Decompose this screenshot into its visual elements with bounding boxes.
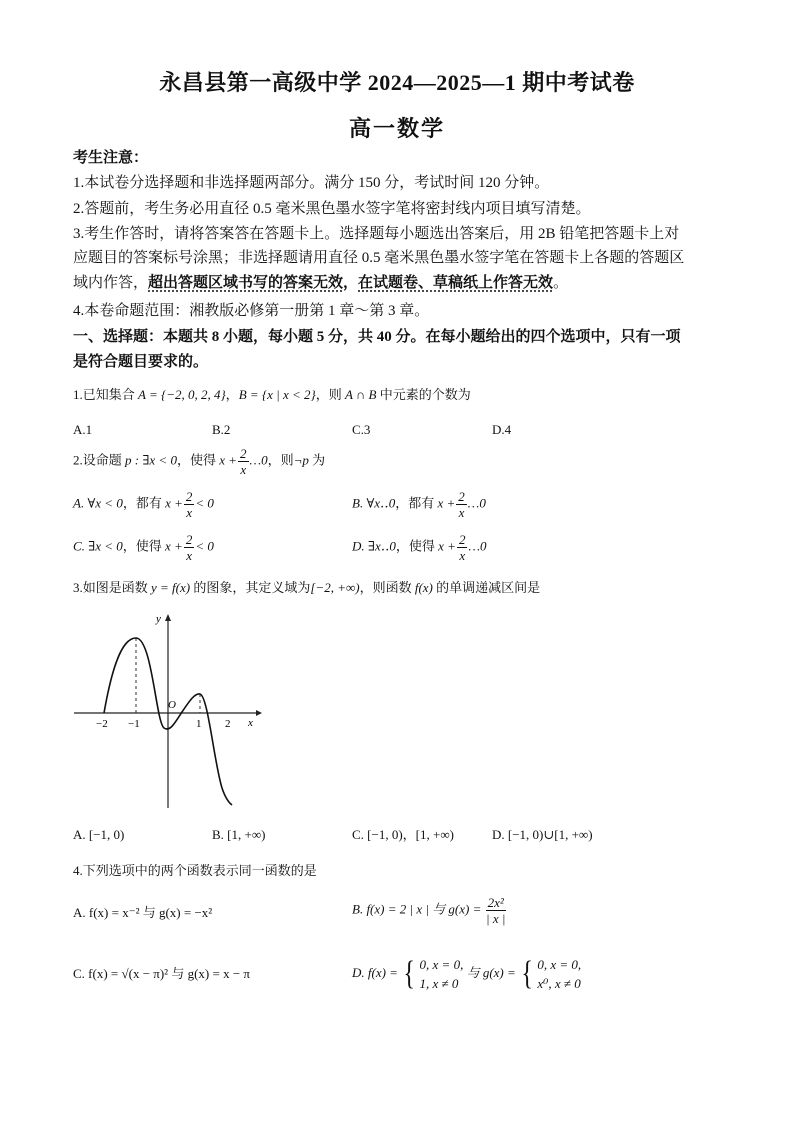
q1-option-d[interactable]: D.4: [492, 422, 512, 437]
q2-stem-pre: 2.设命题: [73, 452, 126, 468]
q1-option-c[interactable]: C.3: [352, 422, 371, 437]
q2-proposition: p : ∃x < 0: [125, 452, 177, 468]
q1-set-b: B = {x | x < 2}: [238, 387, 316, 402]
q4-d-g-case-1: 0, x = 0,: [537, 957, 582, 972]
q1-intersection: A ∩ B: [344, 387, 377, 402]
q1-set-a: A = {−2, 0, 2, 4}: [138, 387, 226, 402]
q2-a-x-plus: x +: [165, 495, 183, 511]
q2-c-quantifier: C. ∃x < 0: [73, 538, 123, 554]
graph-origin-label: O: [168, 699, 176, 711]
notice-3c-emphasis-2: 在试题卷、草稿纸上作答无效: [358, 275, 554, 291]
graph-tick-1: 1: [196, 718, 202, 730]
exam-subtitle: 高一数学: [348, 116, 445, 141]
q3-fx: f(x): [414, 580, 433, 595]
q4-d-g-brace-icon: {: [521, 955, 533, 992]
q3-function-graph: [70, 612, 262, 808]
q2-b-quantifier: B. ∀x‥0: [352, 495, 396, 511]
q2-b-relation: …0: [467, 495, 486, 511]
q2-b-x-plus: x +: [437, 495, 456, 511]
section-1-heading-line2: 是符合题目要求的。: [73, 354, 209, 370]
q4-b-text: B. f(x) = 2 | x | 与 g(x) =: [352, 901, 485, 917]
q2-d-frac-num: 2: [458, 532, 466, 547]
notice-3c-pre: 域内作答，: [73, 275, 149, 291]
q1-option-b[interactable]: B.2: [212, 422, 231, 437]
q3-domain: [−2, +∞): [310, 580, 360, 595]
q4-b-frac-num: 2x²: [487, 895, 504, 910]
q3-option-d[interactable]: D. [−1, 0)∪[1, +∞): [492, 827, 593, 842]
graph-tick-2: 2: [225, 718, 231, 730]
q4-d-f-case-1: 0, x = 0,: [419, 957, 464, 972]
q2-fraction: [238, 446, 249, 477]
q2-a-relation: < 0: [195, 495, 214, 511]
q2-c-frac-den: x: [186, 548, 192, 563]
graph-y-label: y: [156, 613, 161, 625]
q2-not-p: ¬p: [293, 452, 309, 468]
notice-3b: 应题目的答案标号涂黑；非选择题请用直径 0.5 毫米黑色墨水签字笔在答题卡上各题的答题区: [73, 250, 685, 266]
q4-option-b[interactable]: [352, 895, 507, 926]
q2-b-frac-num: 2: [458, 489, 465, 504]
notice-1: 1.本试卷分选择题和非选择题两部分。满分 150 分，考试时间 120 分钟。: [73, 175, 550, 191]
q1-sep: ，: [225, 387, 239, 402]
question-4-stem: 4.下列选项中的两个函数表示同一函数的是: [73, 863, 317, 878]
notice-3c-mid: ，: [343, 275, 359, 291]
q2-d-x-plus: x +: [438, 538, 456, 554]
q4-option-c[interactable]: C. f(x) = √(x − π)² 与 g(x) = x − π: [73, 966, 250, 981]
q1-option-a[interactable]: A.1: [73, 422, 93, 437]
q2-a-frac-den: x: [186, 505, 193, 520]
notice-heading: 考生注意：: [73, 150, 149, 166]
q2-option-d[interactable]: [352, 532, 487, 563]
q2-b-frac-den: x: [458, 505, 465, 520]
q3-option-b[interactable]: B. [1, +∞): [212, 827, 266, 842]
q4-d-f-brace-icon: {: [403, 955, 416, 992]
q2-c-x-plus: x +: [165, 538, 183, 554]
q3-stem-mid: 的图象，其定义域为: [190, 580, 311, 595]
q2-option-b[interactable]: [352, 489, 486, 520]
q2-stem-mid: ，使得: [176, 452, 220, 468]
notice-3c-emphasis-1: 超出答题区域书写的答案无效: [148, 275, 344, 291]
graph-tick-neg1: −1: [128, 718, 140, 730]
q2-d-frac-den: x: [459, 548, 466, 563]
q4-d-g-cases: [537, 955, 581, 993]
q4-b-fraction: [486, 895, 506, 926]
section-1-heading-line1: 一、选择题：本题共 8 小题，每小题 5 分，共 40 分。在每小题给出的四个选项中，只有一项: [73, 329, 681, 345]
q4-d-f-case-2: 1, x ≠ 0: [419, 976, 459, 991]
q3-option-c[interactable]: C. [−1, 0)，[1, +∞): [352, 827, 454, 842]
q2-d-relation: …0: [468, 538, 487, 554]
q2-option-a[interactable]: [73, 489, 214, 520]
question-2-stem: [73, 446, 325, 477]
q2-frac-num: 2: [240, 446, 247, 461]
q2-stem-post: ，则: [267, 452, 294, 468]
q2-option-c[interactable]: [73, 532, 214, 563]
q2-a-frac-num: 2: [185, 489, 193, 504]
q3-stem-pre: 3.如图是函数: [73, 580, 152, 595]
q2-a-quantifier: A. ∀x < 0: [73, 495, 123, 511]
notice-2: 2.答题前，考生务必用直径 0.5 毫米黑色墨水签字笔将密封线内项目填写清楚。: [73, 201, 591, 217]
q2-frac-den: x: [240, 462, 247, 477]
q2-a-mid: ，都有: [122, 495, 166, 511]
q2-c-mid: ，使得: [122, 538, 166, 554]
q2-c-fraction: [184, 532, 195, 563]
q4-option-a[interactable]: A. f(x) = x⁻² 与 g(x) = −x²: [73, 905, 213, 920]
q1-stem-post: 中元素的个数为: [376, 387, 471, 402]
q2-a-fraction: [184, 489, 195, 520]
q2-d-quantifier: D. ∃x‥0: [352, 538, 396, 554]
q2-x-plus: x +: [219, 452, 238, 468]
q1-stem-mid: ，则: [315, 387, 345, 402]
q4-d-g-label: 与 g(x) =: [463, 964, 520, 980]
q3-stem-post: 的单调递减区间是: [432, 580, 541, 595]
q2-c-frac-num: 2: [185, 532, 193, 547]
q2-b-mid: ，都有: [395, 495, 438, 511]
q2-d-mid: ，使得: [395, 538, 439, 554]
notice-3c-end: 。: [553, 275, 569, 291]
q2-c-relation: < 0: [195, 538, 214, 554]
graph-tick-neg2: −2: [96, 718, 108, 730]
notice-4: 4.本卷命题范围：湘教版必修第一册第 1 章～第 3 章。: [73, 303, 430, 319]
q4-b-frac-den: | x |: [486, 911, 506, 926]
q3-stem-mid2: ，则函数: [359, 580, 415, 595]
q2-stem-end: 为: [308, 452, 326, 468]
notice-3a: 3.考生作答时，请将答案答在答题卡上。选择题每小题选出答案后，用 2B 铅笔把答题卡上对: [73, 226, 680, 242]
q4-d-f-cases: [420, 955, 464, 993]
q4-d-g-case-2: x⁰, x ≠ 0: [537, 976, 581, 991]
exam-title: 永昌县第一高级中学 2024—2025—1 期中考试卷: [159, 70, 635, 95]
q3-option-a[interactable]: A. [−1, 0): [73, 827, 125, 842]
notice-3c: [73, 273, 733, 293]
question-1-stem: [73, 386, 471, 404]
q4-d-f-label: D. f(x) =: [352, 964, 402, 980]
q3-function: y = f(x): [151, 580, 191, 595]
question-3-stem: [73, 579, 540, 597]
graph-x-label: x: [248, 717, 253, 729]
q2-b-fraction: [456, 489, 467, 520]
q4-option-d[interactable]: [352, 955, 581, 993]
q2-d-fraction: [457, 532, 468, 563]
q2-relation: …0: [249, 452, 268, 468]
q1-stem-pre: 1.已知集合: [73, 387, 139, 402]
graph-background: [70, 612, 262, 808]
